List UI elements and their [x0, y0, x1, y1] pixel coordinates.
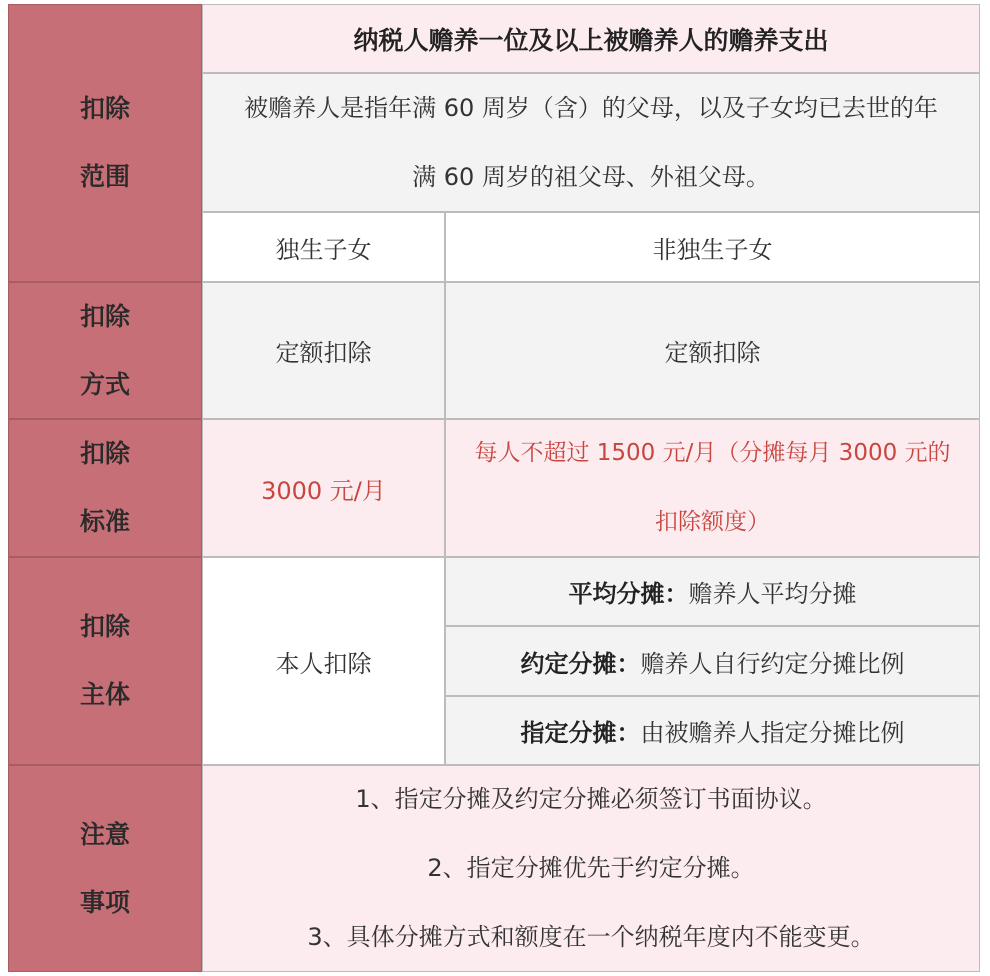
subject-option-average: [445, 557, 980, 626]
subject-option-average-desc: 赡养人平均分摊: [688, 580, 857, 608]
column-non-only-child: 非独生子女: [445, 212, 980, 282]
notes-item-1: 1、指定分摊及约定分摊必须签订书面协议。: [355, 785, 827, 813]
label-scope-line-2: 范围: [79, 162, 130, 191]
label-subject: [8, 557, 202, 765]
notes-item-2: 2、指定分摊优先于约定分摊。: [427, 854, 755, 882]
standard-non-only-child-line-1: 每人不超过 1500 元/月（分摊每月 3000 元的: [474, 440, 951, 466]
scope-text-line-1: 被赡养人是指年满 60 周岁（含）的父母，以及子女均已去世的年: [244, 93, 938, 122]
method-only-child: 定额扣除: [202, 282, 445, 419]
label-subject-line-2: 主体: [79, 680, 130, 709]
column-only-child: 独生子女: [202, 212, 445, 282]
label-method-line-2: 方式: [79, 369, 130, 399]
label-scope: [8, 4, 202, 282]
subject-option-designated-name: 指定分摊：: [520, 719, 641, 747]
standard-non-only-child: [445, 419, 980, 557]
label-standard-line-2: 标准: [79, 507, 130, 536]
subject-option-agreed: [445, 626, 980, 696]
label-method-line-1: 扣除: [79, 301, 130, 331]
subject-option-designated-desc: 由被赡养人指定分摊比例: [640, 719, 905, 747]
subject-option-agreed-desc: 赡养人自行约定分摊比例: [640, 649, 905, 678]
label-subject-line-1: 扣除: [79, 612, 130, 641]
label-notes-line-2: 事项: [79, 887, 130, 917]
standard-non-only-child-line-2: 扣除额度）: [655, 509, 770, 535]
subject-only-child: 本人扣除: [202, 557, 445, 765]
label-standard: [8, 419, 202, 557]
label-notes-line-1: 注意: [79, 819, 130, 849]
scope-text: [202, 73, 980, 212]
standard-only-child: 3000 元/月: [202, 419, 445, 557]
subject-option-average-name: 平均分摊：: [568, 580, 689, 608]
subject-option-designated: [445, 696, 980, 765]
scope-text-line-2: 满 60 周岁的祖父母、外祖父母。: [412, 162, 770, 191]
notes-item-3: 3、具体分摊方式和额度在一个纳税年度内不能变更。: [307, 923, 875, 951]
notes-list: [202, 765, 980, 972]
label-method: [8, 282, 202, 419]
table-title: 纳税人赡养一位及以上被赡养人的赡养支出: [202, 4, 980, 73]
method-non-only-child: 定额扣除: [445, 282, 980, 419]
subject-option-agreed-name: 约定分摊：: [520, 649, 641, 678]
label-scope-line-1: 扣除: [79, 94, 130, 123]
label-standard-line-1: 扣除: [79, 439, 130, 468]
label-notes: [8, 765, 202, 972]
